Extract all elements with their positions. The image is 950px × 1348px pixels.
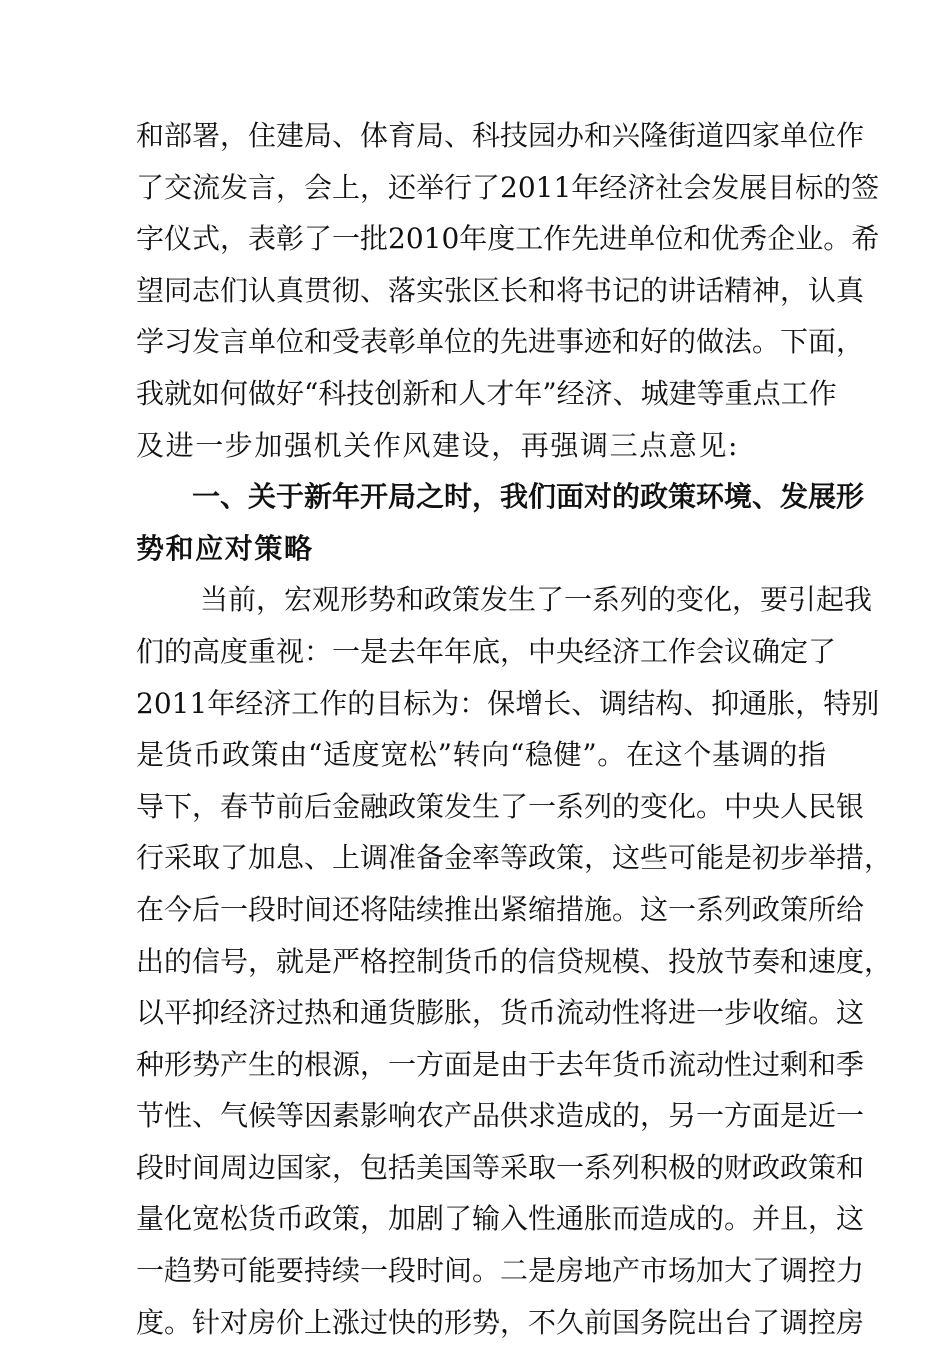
body-line-9: 以平抑经济过热和通货膨胀，货币流动性将进一步收缩。这: [136, 996, 865, 1030]
body-line-3: 2011年经济工作的目标为：保增长、调结构、抑通胀，特别: [136, 686, 880, 720]
body-line-12: 段时间周边国家，包括美国等采取一系列积极的财政政策和: [136, 1150, 865, 1184]
section-heading-line-1: 一、关于新年开局之时，我们面对的政策环境、发展形: [192, 480, 865, 514]
intro-line-6: 我就如何做好“科技创新和人才年”经济、城建等重点工作: [136, 376, 837, 410]
body-line-5: 导下，春节前后金融政策发生了一系列的变化。中央人民银: [136, 789, 865, 823]
body-line-6: 行采取了加息、上调准备金率等政策，这些可能是初步举措，: [136, 841, 893, 875]
body-line-15: 度。针对房价上涨过快的形势，不久前国务院出台了调控房: [136, 1305, 865, 1339]
section-heading-line-2: 势和应对策略: [136, 531, 314, 565]
body-line-7: 在今后一段时间还将陆续推出紧缩措施。这一系列政策所给: [136, 892, 865, 926]
document-body: [136, 110, 893, 1348]
intro-line-2: 了交流发言，会上，还举行了2011年经济社会发展目标的签: [136, 170, 880, 204]
body-line-4: 是货币政策由“适度宽松”转向“稳健”。在这个基调的指: [136, 738, 826, 772]
intro-line-4: 望同志们认真贯彻、落实张区长和将书记的讲话精神，认真: [136, 273, 865, 307]
body-line-2: 们的高度重视：一是去年年底，中央经济工作会议确定了: [136, 634, 837, 668]
intro-line-3: 字仪式，表彰了一批2010年度工作先进单位和优秀企业。希: [136, 222, 880, 256]
intro-line-7: 及进一步加强机关作风建设，再强调三点意见:: [136, 428, 740, 462]
body-line-1: 当前，宏观形势和政策发生了一系列的变化，要引起我: [200, 583, 873, 617]
body-line-13: 量化宽松货币政策，加剧了输入性通胀而造成的。并且，这: [136, 1202, 865, 1236]
intro-line-1: 和部署，住建局、体育局、科技园办和兴隆街道四家单位作: [136, 119, 865, 152]
body-line-8: 出的信号，就是严格控制货币的信贷规模、投放节奏和速度，: [136, 944, 893, 978]
body-line-10: 种形势产生的根源，一方面是由于去年货币流动性过剩和季: [136, 1047, 865, 1081]
intro-line-5: 学习发言单位和受表彰单位的先进事迹和好的做法。下面，: [136, 325, 865, 359]
body-line-11: 节性、气候等因素影响农产品供求造成的，另一方面是近一: [136, 1099, 865, 1133]
body-line-14: 一趋势可能要持续一段时间。二是房地产市场加大了调控力: [136, 1254, 865, 1288]
